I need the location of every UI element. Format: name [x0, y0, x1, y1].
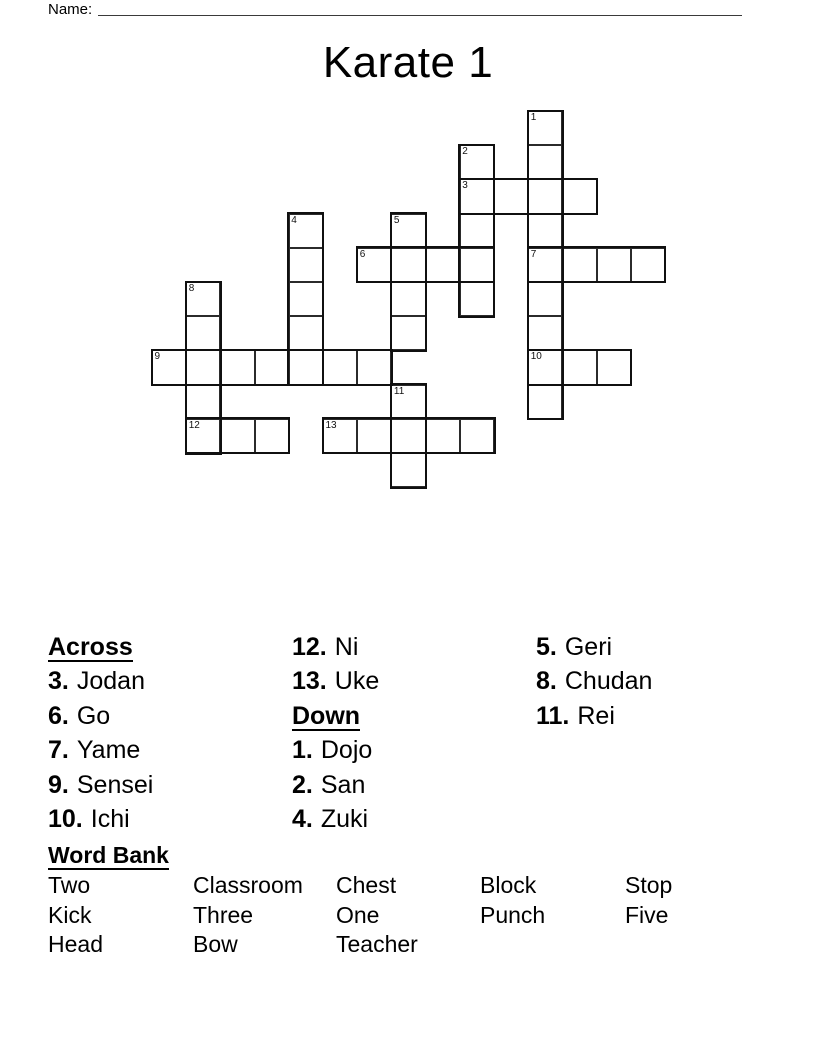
grid-cell-4-3[interactable] — [289, 214, 323, 248]
grid-cell-9-9[interactable] — [460, 419, 494, 453]
cell-number-5: 5 — [393, 214, 400, 226]
cell-number-11: 11 — [393, 385, 405, 397]
clues-heading-text: Down — [292, 701, 361, 730]
clue-text: Yame — [76, 736, 141, 765]
grid-cell-9-2[interactable] — [460, 179, 494, 213]
grid-cell-9-5[interactable] — [460, 282, 494, 316]
grid-cell-1-8[interactable] — [186, 385, 220, 419]
grid-cell-3-9[interactable] — [255, 419, 289, 453]
clue-number: 3. — [48, 667, 69, 696]
clue-text: Ni — [334, 633, 359, 661]
clue-item-13 — [292, 664, 379, 698]
clue-item-11 — [536, 699, 652, 733]
clue-item-3 — [48, 664, 153, 698]
cell-number-2: 2 — [462, 146, 468, 158]
word-bank-item-block: Block — [480, 872, 537, 898]
clue-number: 7. — [48, 736, 69, 765]
grid-cell-6-9[interactable] — [357, 419, 391, 453]
word-bank-heading-text: Word Bank — [48, 842, 169, 868]
clues-heading-text: Across — [48, 633, 133, 661]
clue-column-1 — [48, 630, 153, 836]
grid-cell-7-3[interactable] — [391, 214, 425, 248]
grid-cell-12-2[interactable] — [562, 179, 596, 213]
clue-item-5 — [536, 630, 652, 664]
page-title: Karate 1 — [322, 38, 494, 87]
grid-cell-13-7[interactable] — [597, 350, 631, 384]
grid-cell-9-4[interactable] — [460, 248, 494, 282]
clue-text: Ichi — [90, 804, 130, 833]
cell-number-3: 3 — [462, 180, 468, 192]
grid-cell-11-7[interactable] — [528, 350, 562, 384]
grid-cell-1-7[interactable] — [186, 350, 220, 384]
grid-cell-4-7[interactable] — [289, 350, 323, 384]
clue-number: 13. — [292, 667, 327, 696]
clue-text: Jodan — [76, 667, 145, 696]
grid-cell-11-5[interactable] — [528, 282, 562, 316]
grid-cell-4-4[interactable] — [289, 248, 323, 282]
word-bank-heading — [48, 843, 169, 870]
cell-number-10: 10 — [530, 351, 542, 363]
clue-text: Dojo — [320, 736, 373, 765]
clue-number: 4. — [292, 804, 313, 833]
word-bank-item-one: One — [336, 901, 380, 928]
grid-cell-11-3[interactable] — [528, 214, 562, 248]
grid-cell-13-4[interactable] — [597, 248, 631, 282]
grid-cell-14-4[interactable] — [631, 248, 665, 282]
clue-item-2 — [292, 768, 379, 802]
cell-number-9: 9 — [154, 351, 161, 363]
grid-cell-12-4[interactable] — [562, 248, 596, 282]
grid-cell-8-9[interactable] — [426, 419, 460, 453]
grid-cell-3-7[interactable] — [255, 350, 289, 384]
clue-item-10 — [48, 802, 153, 836]
grid-cell-12-7[interactable] — [562, 350, 596, 384]
clue-number: 2. — [292, 770, 313, 799]
word-bank-item-chest: Chest — [336, 872, 397, 898]
clue-item-4 — [292, 802, 379, 836]
cell-number-1: 1 — [530, 112, 537, 123]
grid-cell-4-5[interactable] — [289, 282, 323, 316]
word-bank-item-two: Two — [48, 872, 91, 898]
cell-number-6: 6 — [359, 248, 366, 260]
grid-cell-6-7[interactable] — [357, 350, 391, 384]
clue-number: 8. — [536, 667, 557, 696]
clue-item-1 — [292, 733, 379, 767]
clue-number: 1. — [292, 736, 313, 765]
clue-number: 10. — [48, 804, 83, 833]
grid-cell-1-6[interactable] — [186, 316, 220, 350]
clue-text: Go — [76, 701, 111, 730]
grid-cell-0-7[interactable] — [152, 350, 186, 384]
grid-cell-4-6[interactable] — [289, 316, 323, 350]
cell-number-7: 7 — [530, 248, 537, 260]
clue-number: 11. — [536, 701, 570, 730]
word-bank-item-bow: Bow — [193, 931, 238, 957]
clue-text: San — [320, 770, 366, 799]
word-bank-item-three: Three — [193, 901, 254, 928]
word-bank-list — [48, 871, 778, 960]
grid-cell-1-9[interactable] — [186, 419, 220, 453]
word-bank-item-five: Five — [625, 901, 669, 928]
grid-cell-11-8[interactable] — [528, 385, 562, 419]
clue-text: Geri — [564, 633, 613, 661]
grid-cell-7-4[interactable] — [391, 248, 425, 282]
clue-number: 9. — [48, 770, 69, 799]
clue-column-2 — [292, 630, 379, 836]
clue-item-6 — [48, 699, 153, 733]
grid-cell-5-7[interactable] — [323, 350, 357, 384]
word-bank-item-head: Head — [48, 931, 103, 957]
word-bank-item-stop: Stop — [625, 872, 673, 898]
clue-item-9 — [48, 768, 153, 802]
grid-cell-9-3[interactable] — [460, 214, 494, 248]
clue-number: 6. — [48, 701, 69, 730]
grid-cell-7-9[interactable] — [391, 419, 425, 453]
grid-cell-7-5[interactable] — [391, 282, 425, 316]
grid-cell-7-6[interactable] — [391, 316, 425, 350]
grid-cell-11-4[interactable] — [528, 248, 562, 282]
grid-cell-7-8[interactable] — [391, 385, 425, 419]
cell-number-8: 8 — [188, 283, 195, 294]
clue-text: Zuki — [320, 804, 369, 833]
clue-text: Uke — [334, 667, 380, 696]
name-label: Name: — [48, 1, 93, 18]
grid-cell-2-7[interactable] — [220, 350, 254, 384]
clue-item-7 — [48, 733, 153, 767]
clue-number: 5. — [536, 633, 557, 661]
grid-cell-11-0[interactable] — [528, 111, 562, 145]
clue-text: Chudan — [564, 667, 653, 696]
grid-cell-8-4[interactable] — [426, 248, 460, 282]
clue-item-12 — [292, 630, 379, 664]
word-bank-item-teacher: Teacher — [336, 931, 418, 957]
grid-cell-5-9[interactable] — [323, 419, 357, 453]
clue-text: Rei — [577, 701, 615, 730]
clue-text: Sensei — [76, 770, 154, 799]
grid-cell-11-6[interactable] — [528, 316, 562, 350]
cell-number-4: 4 — [291, 214, 297, 226]
clues-heading-down — [292, 699, 379, 733]
grid-cell-7-10[interactable] — [391, 453, 425, 487]
cell-number-12: 12 — [188, 419, 200, 431]
grid-cell-1-5[interactable] — [186, 282, 220, 316]
clue-item-8 — [536, 664, 652, 698]
word-bank-item-classroom: Classroom — [193, 872, 303, 898]
word-bank-item-kick: Kick — [48, 901, 92, 928]
cell-number-13: 13 — [325, 419, 337, 431]
grid-cell-6-4[interactable] — [357, 248, 391, 282]
grid-cell-9-1[interactable] — [460, 145, 494, 179]
clues-heading-across — [48, 630, 153, 664]
grid-cell-11-1[interactable] — [528, 145, 562, 179]
word-bank-item-punch: Punch — [480, 901, 546, 928]
grid-cell-11-2[interactable] — [528, 179, 562, 213]
grid-cell-2-9[interactable] — [220, 419, 254, 453]
grid-cell-10-2[interactable] — [494, 179, 528, 213]
clue-column-3 — [536, 630, 652, 733]
clue-number: 12. — [292, 633, 327, 661]
